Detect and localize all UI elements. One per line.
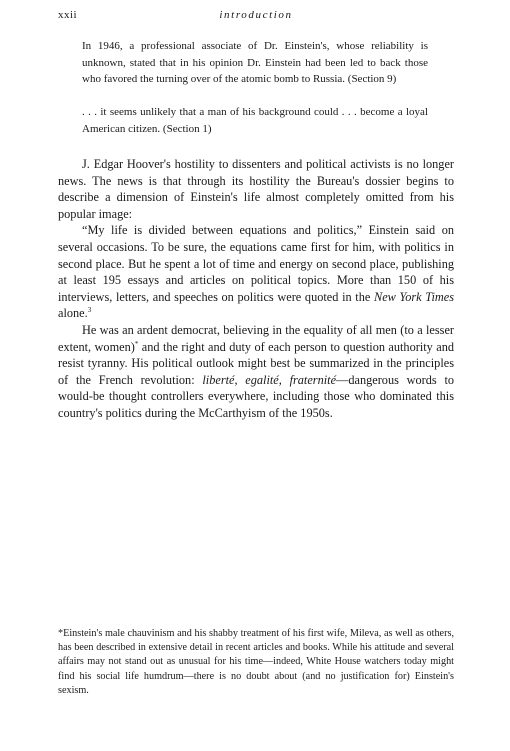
paragraph-3-text-c: —dangerous words to would-be thought controllers everywhere, including those who dominated this country's politics during the McCarthyism of the 1950s.: [58, 372, 455, 420]
running-head: [58, 9, 454, 25]
paragraph-3: [58, 322, 454, 422]
footnote-text: Einstein's male chauvinism and his shabby treatment of his first wife, Mileva, as well as others, has been described in extensive detail in recent articles and books. While his attitude and several affairs may not stand out as unusual for his time—indeed, White House watchers today might find his social life humdrum—there is no doubt about (and no justification for) Einstein's sexism.: [58, 628, 454, 696]
paragraph-3-text-b: and the right and duty of each person to question authority and resist tyranny. His political outlook might best be summarized in the principles of the French revolution:: [58, 339, 454, 387]
footnote: [58, 627, 454, 698]
paragraph-2-end: alone.: [58, 306, 88, 321]
block-quote-1: In 1946, a professional associate of Dr. Einstein's, whose reliability is unknown, stated that in his opinion Dr. Einstein had been led to back those who favored the turning over of the atomic bomb to Russia. (Section 9): [82, 40, 428, 85]
footnote-marker-bottom: *: [58, 628, 64, 639]
paragraph-2: [58, 222, 454, 322]
paragraph-1: J. Edgar Hoover's hostility to dissenters and political activists is no longer news. The news is that through its hostility the Bureau's dossier begins to describe a dimension of Einstein's life almost completely omitted from his popular image:: [58, 157, 454, 221]
endnote-marker-3: 3: [87, 306, 92, 315]
footnote-marker: *: [134, 339, 139, 348]
running-title: introduction: [219, 9, 293, 21]
block-quote-2: . . . it seems unlikely that a man of his background could . . . become a loyal American citizen. (Section 1): [82, 106, 428, 135]
paragraph-3-text-a: He was an ardent democrat, believing in the equality of all men (to a lesser extent, women): [58, 322, 454, 354]
paragraph-2-text: “My life is divided between equations and politics,” Einstein said on several occasions. To be sure, the equations came first for him, with politics in second place. But he spent a lot of time and energy on second place, publishing at least 195 essays and articles on political topics. More than 150 of his interviews, letters, and speeches on politics were quoted in the: [58, 223, 454, 304]
page-number: xxii: [58, 9, 78, 21]
newspaper-title: New York Times: [374, 289, 454, 304]
french-motto: liberté, egalité, fraternité: [202, 372, 337, 387]
main-text: [58, 156, 454, 422]
